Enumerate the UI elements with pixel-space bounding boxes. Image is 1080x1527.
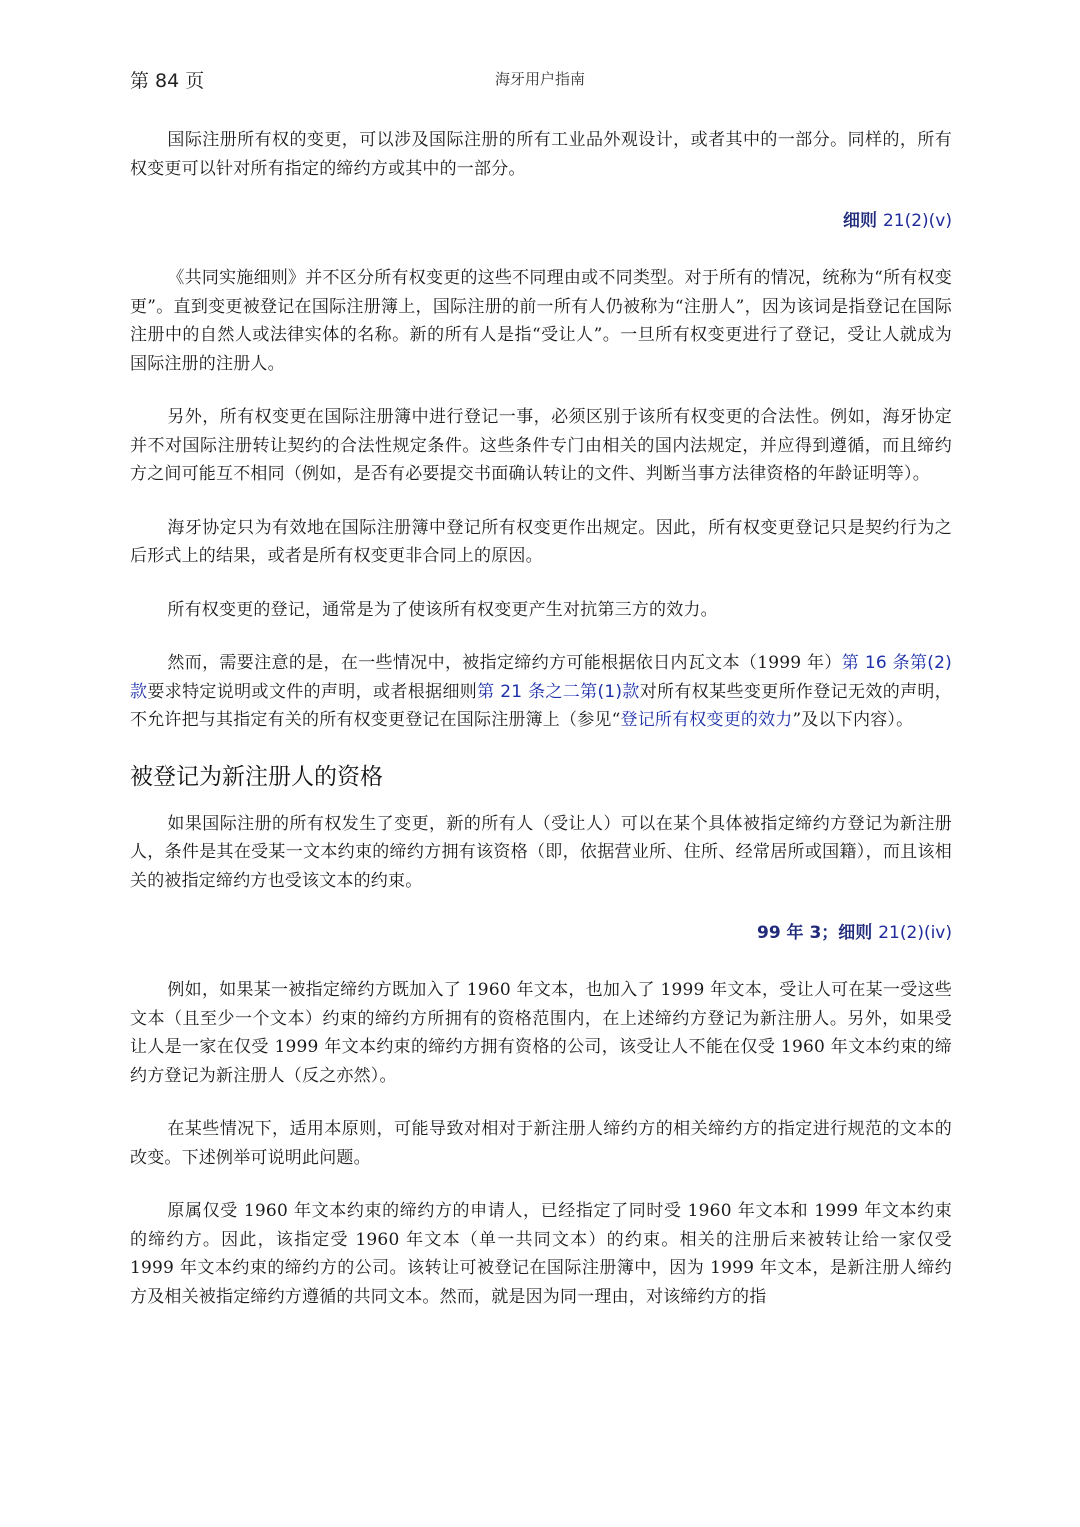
paragraph-legality: 另外，所有权变更在国际注册簿中进行登记一事，必须区别于该所有权变更的合法性。例如，海牙协定并不对国际注册转让契约的合法性规定条件。这些条件专门由相关的国内法规定，并应得到遵循，而且缔约方之间可能互不相同（例如，是否有必要提交书面确认转让的文件、判断当事方法律资格的年龄证明等）。 — [130, 407, 952, 484]
page-body — [130, 126, 952, 1336]
rule-reference-2 — [130, 920, 952, 946]
paragraph-declarations — [130, 649, 952, 735]
page-number: 第 84 页 — [130, 70, 205, 92]
link-article-16-2[interactable]: 第 16 条第(2)款 — [130, 653, 952, 702]
declarations-text-3: 对所有权某些变更所作登记无效的声明，不允许把与其指定有关的所有权变更登记在国际注册簿上（参见“ — [130, 681, 952, 730]
paragraph-change-terminology: 《共同实施细则》并不区分所有权变更的这些不同理由或不同类型。对于所有的情况，统称为“所有权变更”。直到变更被登记在国际注册簿上，国际注册的前一所有人仍被称为“注册人”，因为该词是指登记在国际注册中的自然人或法律实体的名称。新的所有人是指“受让人”。一旦所有权变更进行了登记，受让人就成为国际注册的注册人。 — [130, 268, 952, 374]
running-title: 海牙用户指南 — [494, 70, 585, 88]
rule-reference-number: 21(2)(v) — [882, 211, 952, 231]
rule-reference-prefix: 细则 — [843, 211, 883, 231]
paragraph-hague-provision: 海牙协定只为有效地在国际注册簿中登记所有权变更作出规定。因此，所有权变更登记只是契约行为之后形式上的结果，或者是所有权变更非合同上的原因。 — [130, 517, 952, 566]
declarations-text-1: 然而，需要注意的是，在一些情况中，被指定缔约方可能根据依日内瓦文本（1999 年） — [167, 653, 842, 673]
declarations-text-2: 要求特定说明或文件的声明，或者根据细则 — [147, 681, 478, 702]
section-heading: 被登记为新注册人的资格 — [130, 763, 383, 790]
link-rule-21bis-1[interactable]: 第 21 条之二第(1)款 — [477, 681, 640, 702]
declarations-text-4: ”及以下内容）。 — [792, 710, 914, 730]
paragraph-transfer-case: 原属仅受 1960 年文本约束的缔约方的申请人，已经指定了同时受 1960 年文本和 1999 年文本约束的缔约方。因此，该指定受 1960 年文本（单一共同文本）的约束。相关的注册后来被转让给一家仅受 1999 年文本约束的缔约方的公司。该转让可被登记在国际注册簿中，因为 1999 年文本，是新注册人缔约方及相关被指定缔约方遵循的共同文本。然而，就是因为同一理由，对该缔约方的指 — [130, 1201, 952, 1307]
paragraph-ownership-scope: 国际注册所有权的变更，可以涉及国际注册的所有工业品外观设计，或者其中的一部分。同样的，所有权变更可以针对所有指定的缔约方或其中的一部分。 — [130, 130, 952, 179]
link-effect-of-recording[interactable]: 登记所有权变更的效力 — [620, 710, 793, 730]
paragraph-entitlement: 如果国际注册的所有权发生了变更，新的所有人（受让人）可以在某个具体被指定缔约方登记为新注册人，条件是其在受某一文本约束的缔约方拥有该资格（即，依据营业所、住所、经常居所或国籍），而且该相关的被指定缔约方也受该文本的约束。 — [130, 813, 952, 891]
rule-reference-2-number: 21(2)(iv) — [878, 923, 952, 943]
rule-reference — [130, 208, 952, 234]
rule-reference-2-prefix: 99 年 3；细则 — [756, 923, 879, 943]
paragraph-third-party-effect: 所有权变更的登记，通常是为了使该所有权变更产生对抗第三方的效力。 — [167, 599, 718, 620]
paragraph-example: 例如，如果某一被指定缔约方既加入了 1960 年文本，也加入了 1999 年文本，受让人可在某一受这些文本（且至少一个文本）约束的缔约方所拥有的资格范围内，在上述缔约方登记为新注册人。另外，如果受让人是一家在仅受 1999 年文本约束的缔约方拥有资格的公司，该受让人不能在仅受 1960 年文本约束的缔约方登记为新注册人（反之亦然）。 — [130, 980, 952, 1086]
paragraph-text-change: 在某些情况下，适用本原则，可能导致对相对于新注册人缔约方的相关缔约方的指定进行规范的文本的改变。下述例举可说明此问题。 — [130, 1119, 952, 1168]
